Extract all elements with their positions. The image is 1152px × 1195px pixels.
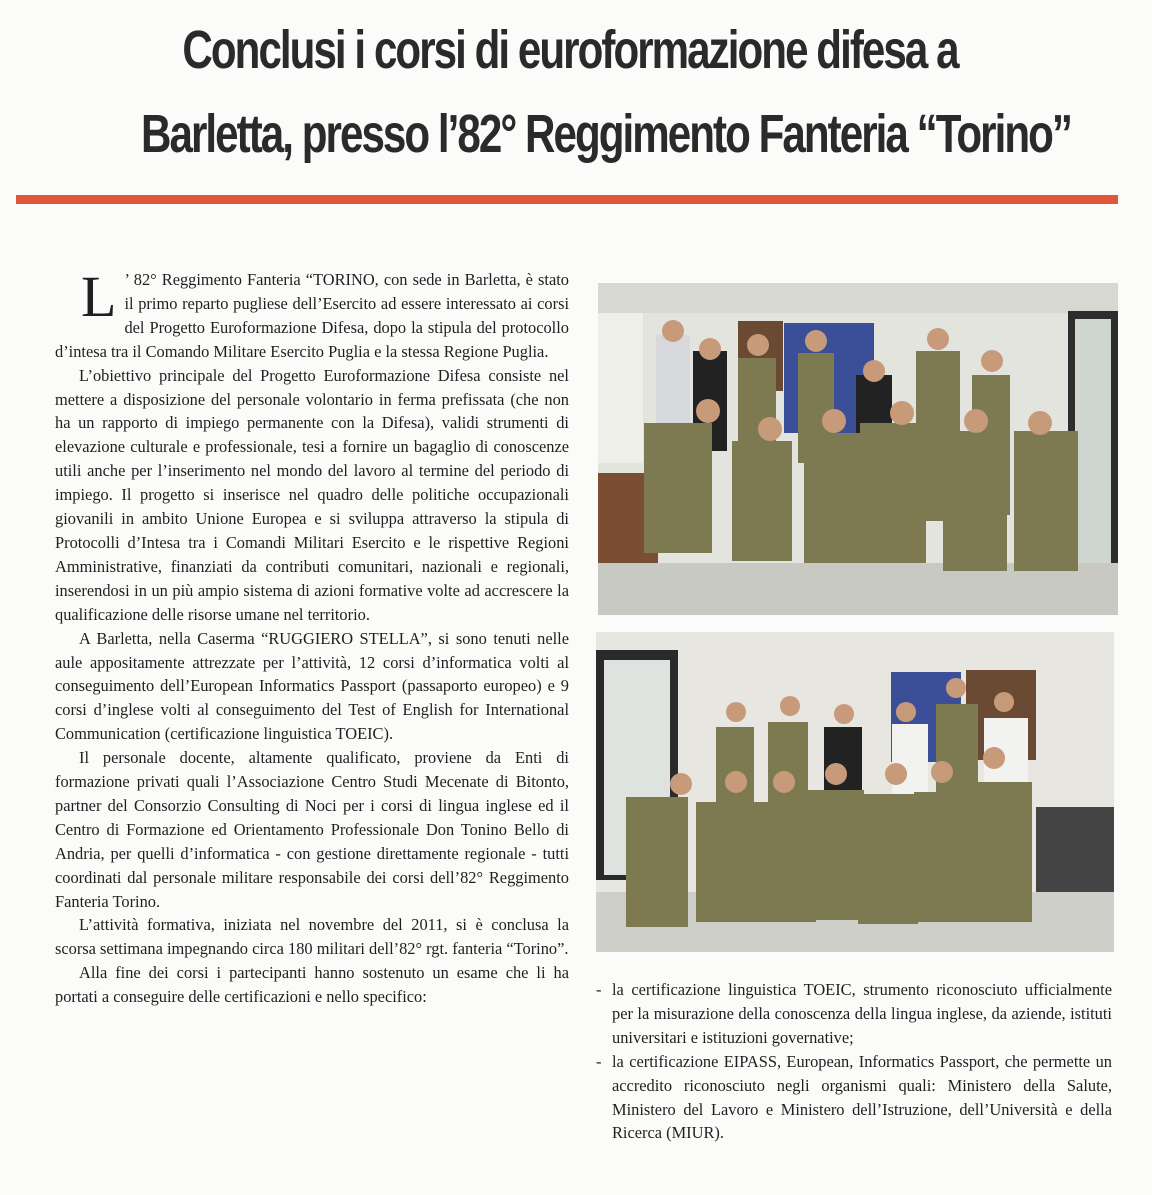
paragraph-3: A Barletta, nella Caserma “RUGGIERO STELLA”, si sono tenuti nelle aule appositamente attrezzate per l’attività, 12 corsi d’informatica volti al conseguimento dell’European Informatics Passport (passaporto europeo) e 9 corsi d’inglese volti al conseguimento del Test of English for International Communication (certificazione linguistica TOEIC).	[55, 628, 569, 744]
paragraph-5: L’attività formativa, iniziata nel novembre del 2011, si è conclusa la scorsa settimana impegnando circa 180 militari dell’82° rgt. fanteria “Torino”.	[55, 915, 569, 959]
drop-cap: L	[81, 264, 117, 329]
paragraph-1	[55, 264, 569, 364]
paragraph-1-text: ’ 82° Reggimento Fanteria “TORINO, con sede in Barletta, è stato il primo reparto pugliese dell’Esercito ad essere interessato ai corsi del Progetto Euroformazione Difesa, dopo la stipula del protocollo d’intesa tra il Comando Militare Esercito Puglia e la stessa Regione Puglia.	[55, 270, 569, 361]
list-item-toeic: - la certificazione linguistica TOEIC, strumento riconosciuto ufficialmente per la misurazione della conoscenza della lingua inglese, da aziende, istituti universitari e istituzioni governative;	[596, 978, 1112, 1050]
paragraph-4: Il personale docente, altamente qualificato, proviene da Enti di formazione privati quali l’Associazione Centro Studi Mecenate di Bitonto, partner del Consorzio Consulting di Noci per i corsi di lingua inglese ed il Centro di Formazione ed Orientamento Professionale Don Tonino Bello di Andria, per quelli d’informatica - con gestione direttamente regionale - tutti coordinati dal personale militare responsabile dei corsi dell’82° Reggimento Fanteria Torino.	[55, 748, 569, 911]
paragraph-6: Alla fine dei corsi i partecipanti hanno sostenuto un esame che li ha portati a conseguire delle certificazioni e nello specifico:	[55, 963, 569, 1007]
title-divider	[16, 195, 1118, 204]
title-line-2: Barletta, presso l’82° Reggimento Fanteria “Torino”	[141, 104, 1072, 164]
group-photo-bottom	[596, 632, 1114, 952]
certification-list	[596, 978, 1112, 1145]
article-body-right-column	[596, 978, 1112, 1145]
list-item-eipass: - la certificazione EIPASS, European, Informatics Passport, che permette un accredito riconosciuto negli organismi quali: Ministero della Salute, Ministero del Lavoro e Ministero dell’Istruzione, dell’Università e della Ricerca (MIUR).	[596, 1050, 1112, 1146]
group-photo-bottom-image	[596, 632, 1114, 952]
group-photo-top-image	[598, 283, 1118, 615]
article-title	[141, 8, 1072, 176]
title-line-1: Conclusi i corsi di euroformazione difesa a	[182, 20, 958, 80]
paragraph-2: L’obiettivo principale del Progetto Euroformazione Difesa consiste nel mettere a disposizione del personale volontario in ferma prefissata (che non ha un rapporto di impiego permanente con la Difesa), validi strumenti di elevazione culturale e professionale, tesi a fornire un bagaglio di conoscenze utili anche per l’inserimento nel mondo del lavoro al termine del periodo di impiego. Il progetto si inserisce nel quadro delle politiche occupazionali giovanili in ambito Unione Europea e si sviluppa attraverso la stipula di Protocolli d’Intesa tra i Comandi Militari Esercito e le rispettive Regioni Amministrative, finanziati da contributi comunitari, nazionali e regionali, inserendosi in un più ampio sistema di azioni formative volte ad accrescere la qualificazione delle risorse umane nel territorio.	[55, 365, 569, 624]
group-photo-top	[598, 283, 1118, 615]
article-body-left-column	[55, 264, 569, 1009]
